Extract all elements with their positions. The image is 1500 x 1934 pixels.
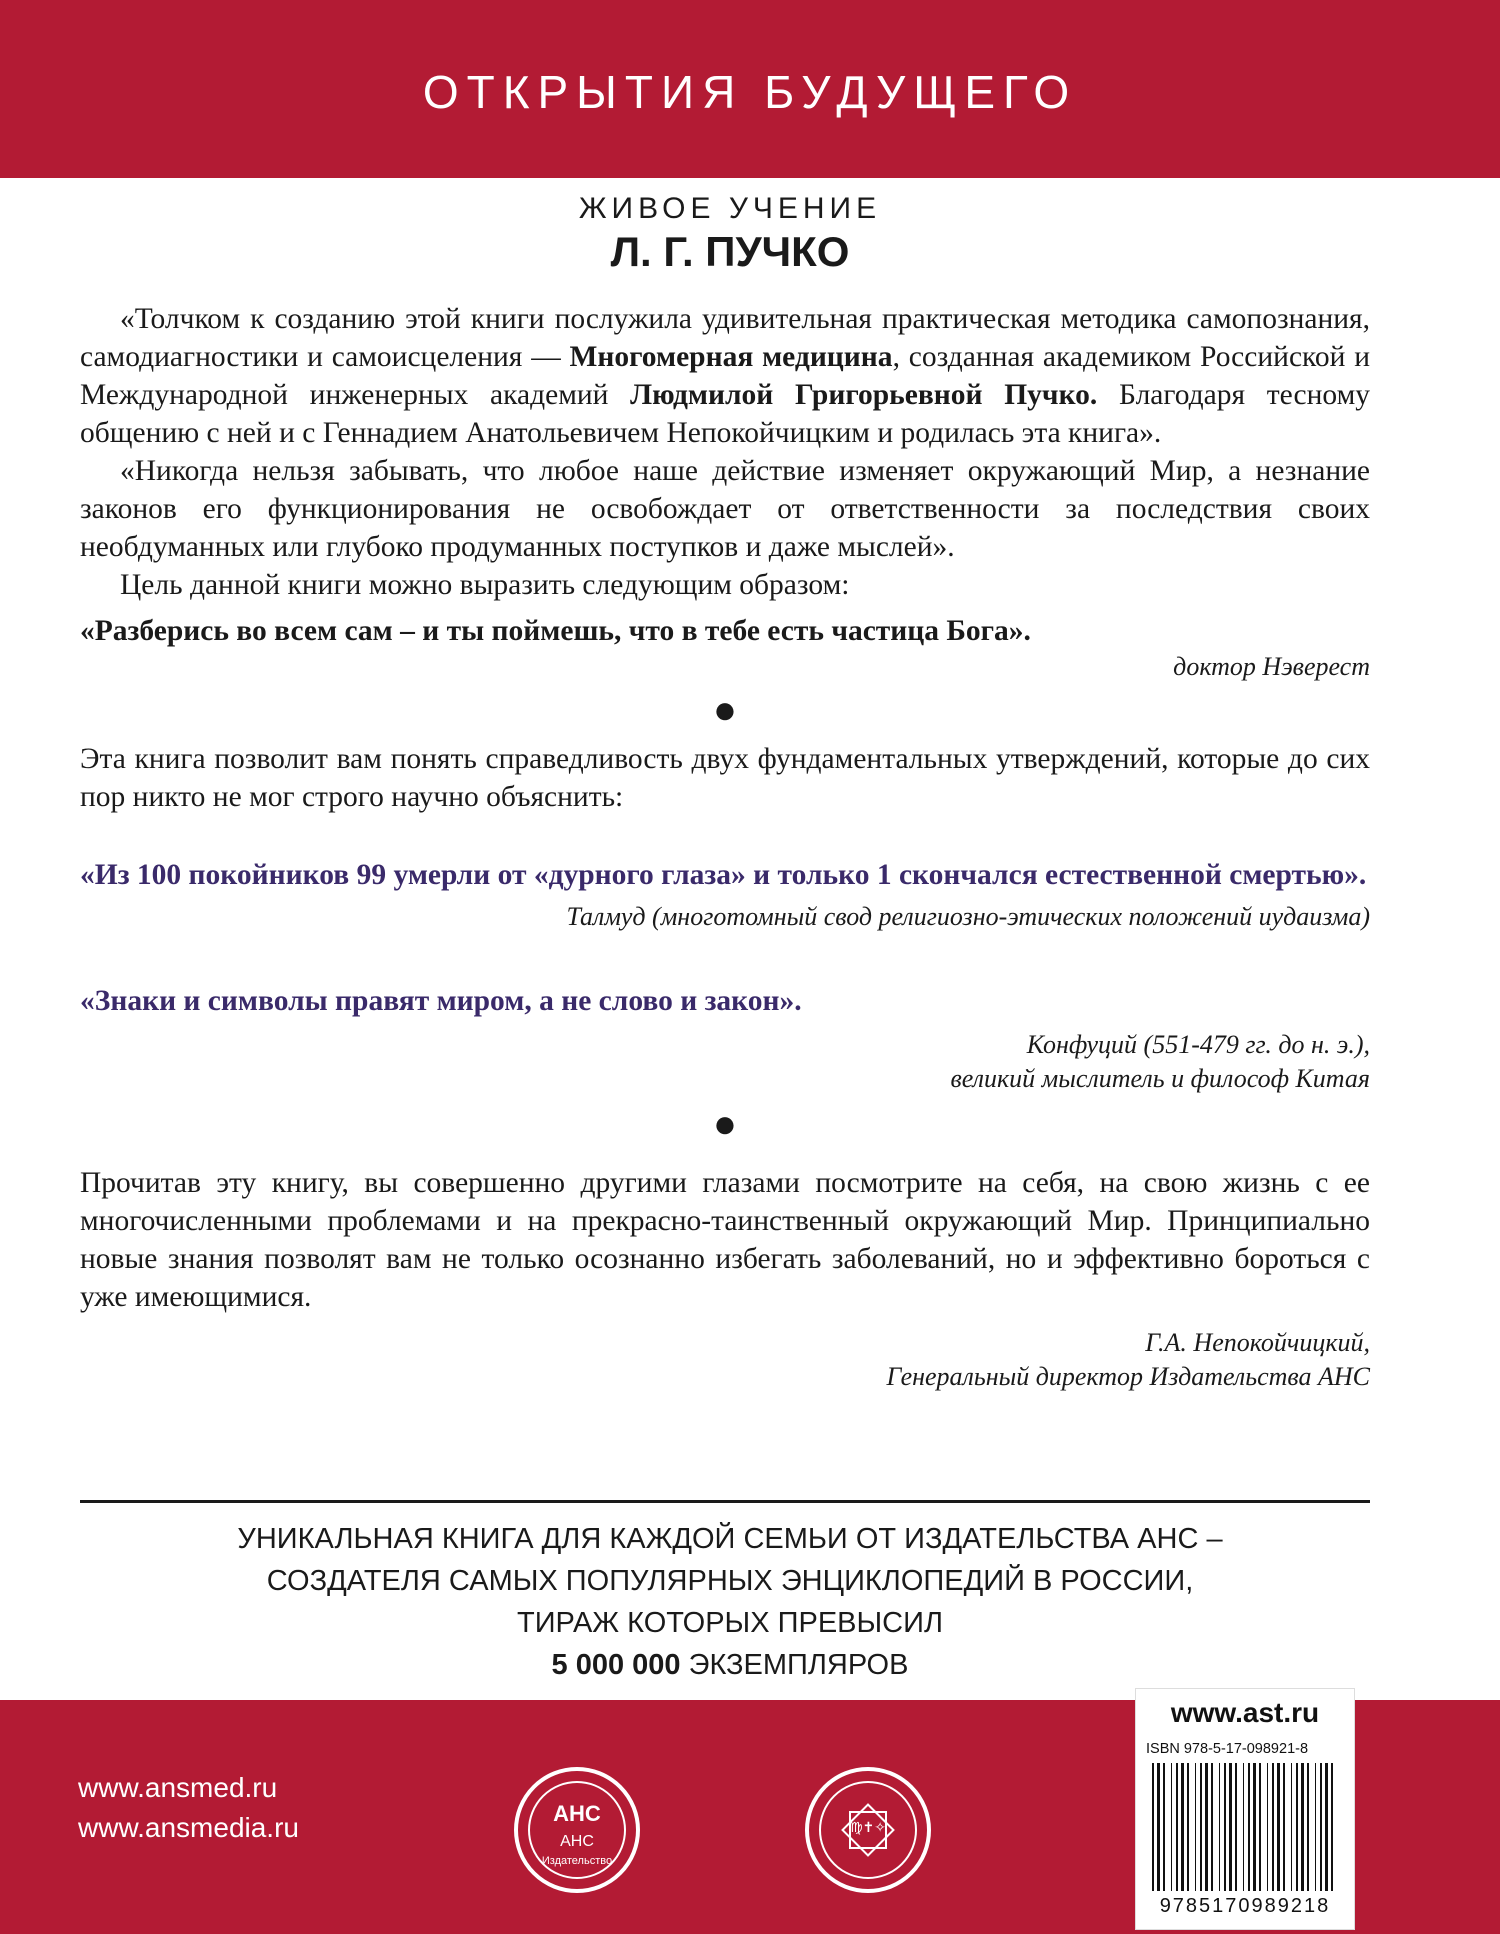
series-title: ОТКРЫТИЯ БУДУЩЕГО bbox=[422, 66, 1078, 118]
promo-line-2: СОЗДАТЕЛЯ САМЫХ ПОПУЛЯРНЫХ ЭНЦИКЛОПЕДИЙ В РОССИИ, bbox=[266, 1565, 1194, 1597]
closing-attribution-1: Г.А. Непокойчицкий, bbox=[1145, 1328, 1370, 1357]
statement-quote-2: «Знаки и символы правят миром, а не слово и закон». bbox=[80, 985, 802, 1017]
promo-count: 5 000 000 bbox=[551, 1649, 681, 1681]
bullet-divider-2: ● bbox=[712, 1101, 738, 1146]
intro-paragraph-2: «Никогда нельзя забывать, что любое наше действие изменяет окружающий Мир, а незнание законов его функционирования не освобождает от ответственности за последствия своих необдуманных или глубоко продуманных поступков и даже мыслей». bbox=[80, 455, 1370, 563]
intro-paragraph-1 bbox=[80, 300, 1370, 452]
promo-block bbox=[0, 1518, 1460, 1686]
ast-logo-symbol: ♍✝✧ bbox=[849, 1819, 886, 1835]
ans-logo-ring-text: Издательство bbox=[541, 1855, 613, 1867]
main-quote: «Разберись во всем сам – и ты поймешь, что в тебе есть частица Бога». bbox=[80, 615, 1031, 647]
isbn-barcode-panel bbox=[1135, 1688, 1355, 1930]
link-ansmedia[interactable]: www.ansmedia.ru bbox=[78, 1812, 299, 1843]
intro-paragraph-3: Цель данной книги можно выразить следующим образом: bbox=[120, 569, 850, 601]
ans-logo-mark: АНС bbox=[553, 1801, 601, 1826]
top-band bbox=[0, 0, 1500, 178]
ans-publisher-logo bbox=[514, 1767, 640, 1893]
statements-lead: Эта книга позволит вам понять справедливость двух фундаментальных утверждений, которые до сих пор никто не мог строго научно объяснить: bbox=[80, 743, 1370, 813]
barcode-icon bbox=[1150, 1763, 1340, 1893]
intro-text-a: «Толчком к созданию этой книги послужила удивительная практическая методика самопознания, самодиагностики и самоисцеления — bbox=[80, 303, 1370, 373]
promo-line-4 bbox=[0, 1644, 1460, 1686]
isbn-number: ISBN 978-5-17-098921-8 bbox=[1146, 1741, 1309, 1757]
publisher-site[interactable]: www.ast.ru bbox=[1170, 1697, 1320, 1728]
link-ansmed[interactable]: www.ansmed.ru bbox=[78, 1772, 278, 1803]
intro-text-e: Благодаря тесному общению с ней и с Геннадием Анатольевичем Непокойчицким и родилась эта книга». bbox=[80, 379, 1370, 449]
closing-attribution-2: Генеральный директор Издательства АНС bbox=[886, 1362, 1370, 1391]
cover-text bbox=[80, 300, 1370, 1394]
statement-quote-1: «Из 100 покойников 99 умерли от «дурного глаза» и только 1 скончался естественной смертью». bbox=[80, 859, 1367, 891]
promo-line-1: УНИКАЛЬНАЯ КНИГА ДЛЯ КАЖДОЙ СЕМЬИ ОТ ИЗДАТЕЛЬСТВА АНС – bbox=[237, 1523, 1223, 1555]
barcode-digits: 9785170989218 bbox=[1159, 1895, 1331, 1917]
statement-quote-2-attribution-2: великий мыслитель и философ Китая bbox=[950, 1064, 1370, 1093]
publisher-links bbox=[78, 1768, 299, 1848]
closing-paragraph: Прочитав эту книгу, вы совершенно другими глазами посмотрите на себя, на свою жизнь с ее многочисленными проблемами и на прекрасно-таинственный окружающий Мир. Принципиально новые знания позволят вам не только осознанно избегать заболеваний, но и эффективно бороться с уже имеющимися. bbox=[80, 1167, 1370, 1313]
promo-unit: ЭКЗЕМПЛЯРОВ bbox=[688, 1649, 909, 1681]
bullet-divider-1: ● bbox=[712, 687, 738, 732]
ans-logo-label: АНС bbox=[560, 1833, 594, 1850]
statement-quote-1-attribution: Талмуд (многотомный свод религиозно-этических положений иудаизма) bbox=[566, 902, 1370, 931]
intro-text-c: , созданная академиком Российской и Международной инженерных академий bbox=[80, 341, 1371, 411]
promo-line-3: ТИРАЖ КОТОРЫХ ПРЕВЫСИЛ bbox=[516, 1607, 943, 1639]
book-author: Л. Г. ПУЧКО bbox=[610, 228, 850, 275]
intro-bold-name: Людмилой Григорьевной Пучко. bbox=[630, 379, 1098, 411]
statement-quote-2-attribution-1: Конфуций (551-479 гг. до н. э.), bbox=[1026, 1030, 1370, 1059]
intro-bold-method: Многомерная медицина bbox=[569, 341, 893, 373]
ast-publisher-logo bbox=[805, 1767, 931, 1893]
main-quote-attribution: доктор Нэверест bbox=[1173, 652, 1370, 681]
book-subtitle: ЖИВОЕ УЧЕНИЕ bbox=[578, 192, 882, 225]
section-divider bbox=[80, 1500, 1370, 1503]
